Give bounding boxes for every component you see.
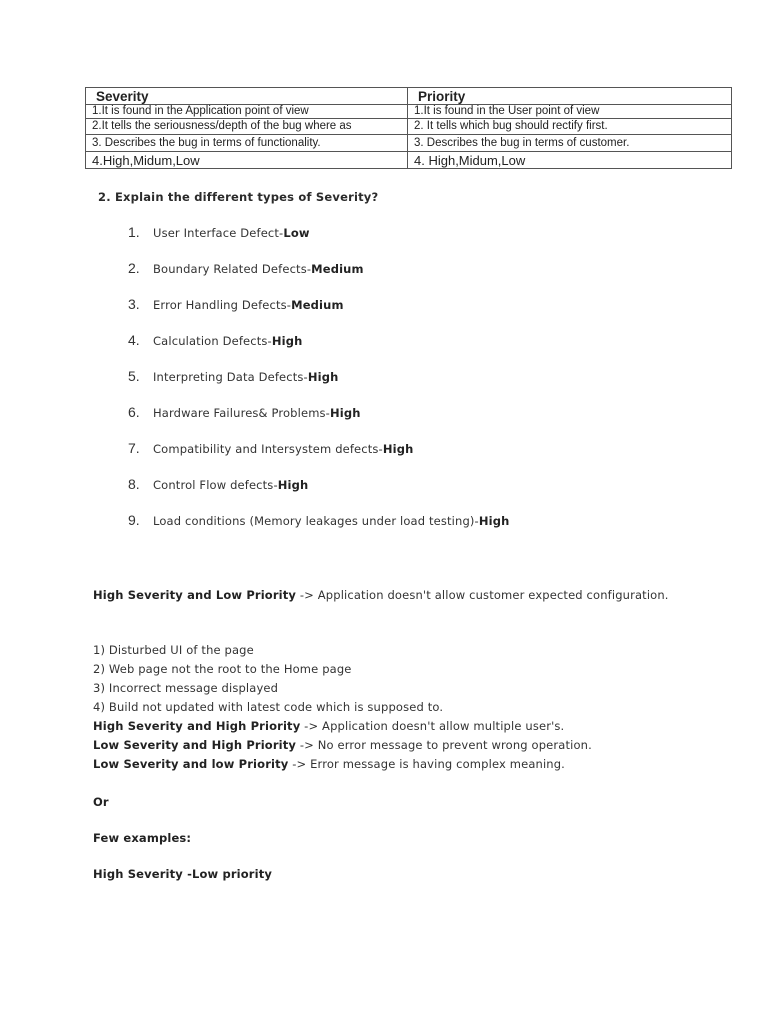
table-header-row (86, 88, 732, 105)
list-text (153, 226, 310, 240)
low-severity-high-priority-line (93, 736, 693, 755)
list-item (0, 404, 700, 424)
combo-description: -> Application doesn't allow multiple user's. (300, 719, 565, 733)
defect-name: Calculation Defects- (153, 334, 272, 348)
defect-name: Compatibility and Intersystem defects- (153, 442, 383, 456)
defect-name: Error Handling Defects- (153, 298, 292, 312)
list-item (0, 368, 700, 388)
list-number: 6. (128, 404, 140, 420)
severity-level: Medium (311, 262, 364, 276)
table-cell: 4.High,Midum,Low (86, 152, 408, 169)
last-heading (93, 865, 693, 884)
combo-label: Low Severity and High Priority (93, 738, 297, 752)
example-line: 3) Incorrect message displayed (93, 681, 279, 695)
severity-level: High (307, 370, 339, 384)
high-severity-low-priority-paragraph (93, 586, 693, 605)
combo-label: Low Severity and low Priority (93, 757, 289, 771)
table-cell: 3. Describes the bug in terms of customer. (408, 135, 732, 152)
severity-priority-table (85, 87, 732, 169)
examples-block (93, 641, 693, 774)
list-text (153, 478, 308, 492)
list-number: 2. (128, 260, 140, 276)
combo-description: -> Application doesn't allow customer expected configuration. (296, 588, 669, 602)
low-severity-low-priority-line (93, 755, 693, 774)
list-item (0, 296, 700, 316)
list-item (0, 440, 700, 460)
or-text: Or (93, 795, 109, 809)
table-row (86, 152, 732, 169)
list-text (153, 298, 344, 312)
list-number: 7. (128, 440, 140, 456)
table-header-priority: Priority (408, 88, 732, 105)
list-number: 8. (128, 476, 140, 492)
severity-level: High (277, 478, 309, 492)
list-item (0, 260, 700, 280)
example-line: 4) Build not updated with latest code which is supposed to. (93, 700, 444, 714)
combo-description: -> No error message to prevent wrong operation. (296, 738, 592, 752)
combo-label: High Severity and Low Priority (93, 588, 297, 602)
list-item (0, 476, 700, 496)
defect-name: Hardware Failures& Problems- (153, 406, 330, 420)
or-label (93, 793, 693, 812)
severity-level: Medium (291, 298, 344, 312)
example-line: 1) Disturbed UI of the page (93, 643, 254, 657)
list-item (0, 512, 700, 532)
table-row (86, 105, 732, 119)
defect-name: Boundary Related Defects- (153, 262, 312, 276)
list-text (153, 262, 364, 276)
list-item (0, 224, 700, 244)
severity-level: High (271, 334, 303, 348)
list-number: 3. (128, 296, 140, 312)
combo-label: High Severity and High Priority (93, 719, 301, 733)
table-header-severity: Severity (86, 88, 408, 105)
table-cell: 2.It tells the seriousness/depth of the bug where as (86, 119, 408, 135)
table-row (86, 119, 732, 135)
severity-level: High (478, 514, 510, 528)
table-row (86, 135, 732, 152)
few-examples-label (93, 829, 693, 848)
severity-level: High (330, 406, 361, 420)
defect-name: User Interface Defect- (153, 226, 284, 240)
few-examples-text: Few examples: (93, 831, 192, 845)
list-number: 1. (128, 224, 140, 240)
last-heading-text: High Severity -Low priority (93, 867, 273, 881)
list-number: 5. (128, 368, 140, 384)
list-text (153, 442, 413, 456)
table-cell: 1.It is found in the Application point of view (86, 105, 408, 119)
high-severity-high-priority-line (93, 717, 693, 736)
severity-level: High (382, 442, 414, 456)
table-cell: 2. It tells which bug should rectify first. (408, 119, 732, 135)
example-line: 2) Web page not the root to the Home page (93, 662, 352, 676)
combo-description: -> Error message is having complex meaning. (288, 757, 565, 771)
severity-level: Low (283, 226, 310, 240)
question-heading: 2. Explain the different types of Severity? (98, 190, 379, 204)
list-text (153, 514, 509, 528)
defect-name: Load conditions (Memory leakages under load testing)- (153, 514, 479, 528)
table-cell: 3. Describes the bug in terms of functionality. (86, 135, 408, 152)
table-cell: 4. High,Midum,Low (408, 152, 732, 169)
list-text (153, 334, 302, 348)
list-number: 4. (128, 332, 140, 348)
list-text (153, 370, 338, 384)
table-cell: 1.It is found in the User point of view (408, 105, 732, 119)
list-item (0, 332, 700, 352)
list-text (153, 406, 361, 420)
defect-name: Control Flow defects- (153, 478, 278, 492)
defect-name: Interpreting Data Defects- (153, 370, 308, 384)
list-number: 9. (128, 512, 140, 528)
